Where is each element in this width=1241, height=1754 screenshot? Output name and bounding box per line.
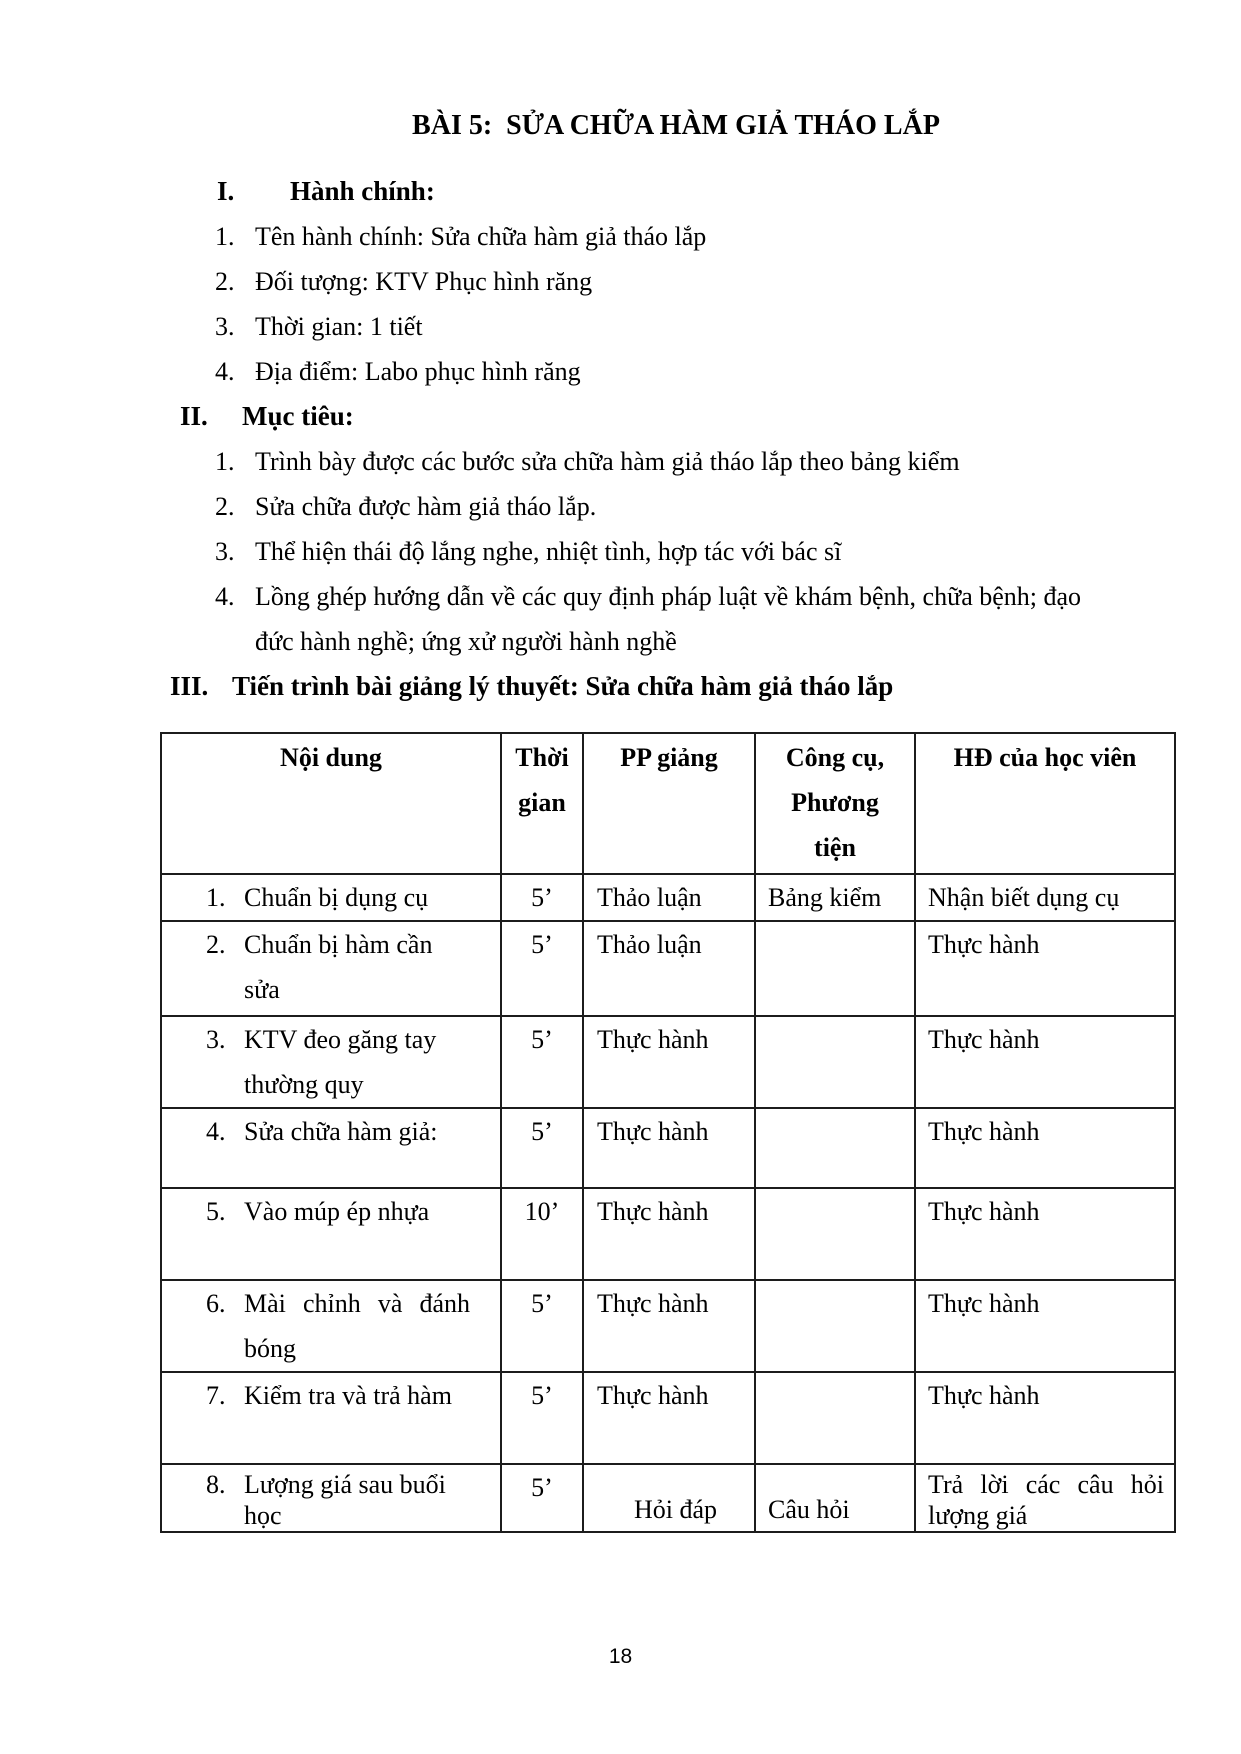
item-text: Trình bày được các bước sửa chữa hàm giả tháo lắp theo bảng kiểm (255, 447, 960, 476)
section-1-heading (160, 169, 1192, 214)
list-item (160, 484, 1192, 529)
cell-content-text: Chuẩn bị hàm cần sửa (244, 930, 433, 1004)
cell-content (161, 1280, 501, 1372)
cell-content (161, 1016, 501, 1108)
list-item (160, 304, 1192, 349)
item-text: Thể hiện thái độ lắng nghe, nhiệt tình, hợp tác với bác sĩ (255, 537, 842, 566)
cell-content-text: Lượng giá sau buổi học (244, 1470, 446, 1530)
table-row (161, 1280, 1175, 1372)
table-row (161, 921, 1175, 1016)
section-2-heading-text: Mục tiêu: (242, 401, 354, 431)
item-text: Tên hành chính: Sửa chữa hàm giả tháo lắp (255, 222, 707, 251)
cell-content-text: Sửa chữa hàm giả: (244, 1117, 438, 1146)
item-text: Đối tượng: KTV Phục hình răng (255, 267, 593, 296)
cell-activity: Thực hành (915, 1372, 1175, 1464)
cell-time: 5’ (501, 874, 583, 921)
item-number: 3. (215, 537, 235, 566)
section-3-heading-text: Tiến trình bài giảng lý thuyết: Sửa chữa hàm giả tháo lắp (232, 671, 894, 701)
item-number: 3. (215, 312, 235, 341)
row-number: 5. (206, 1197, 226, 1226)
item-number: 4. (215, 582, 235, 611)
item-number: 2. (215, 492, 235, 521)
cell-time: 5’ (501, 1280, 583, 1372)
cell-content (161, 1464, 501, 1532)
table-header-row (161, 733, 1175, 874)
cell-content-text: Mài chỉnh và đánh bóng (244, 1289, 470, 1363)
cell-content-text: Kiểm tra và trả hàm (244, 1381, 452, 1410)
page-title: BÀI 5: SỬA CHỮA HÀM GIẢ THÁO LẮP (412, 110, 940, 141)
list-item (160, 439, 1192, 484)
item-number: 1. (215, 222, 235, 251)
row-number: 7. (206, 1381, 226, 1410)
table-row (161, 874, 1175, 921)
item-text: Địa điểm: Labo phục hình răng (255, 357, 581, 386)
cell-time: 10’ (501, 1188, 583, 1280)
cell-content (161, 921, 501, 1016)
section-2-label: II. (180, 401, 208, 431)
cell-content (161, 1188, 501, 1280)
list-item (160, 259, 1192, 304)
list-item (160, 574, 1192, 664)
row-number: 3. (206, 1025, 226, 1054)
cell-tools (755, 921, 915, 1016)
item-text: Thời gian: 1 tiết (255, 312, 423, 341)
page-number: 18 (608, 1645, 633, 1668)
section-1-heading-text: Hành chính: (290, 176, 435, 206)
cell-method: Thực hành (583, 1016, 755, 1108)
cell-content (161, 1372, 501, 1464)
cell-method: Thảo luận (583, 874, 755, 921)
section-3-heading (160, 664, 1192, 709)
table-row (161, 1188, 1175, 1280)
col-header-time: Thời gian (501, 733, 583, 874)
col-header-activity: HĐ của học viên (915, 733, 1175, 874)
item-number: 2. (215, 267, 235, 296)
cell-activity: Thực hành (915, 1280, 1175, 1372)
item-number: 1. (215, 447, 235, 476)
item-number: 4. (215, 357, 235, 386)
cell-tools (755, 1016, 915, 1108)
lesson-schedule-table (160, 732, 1176, 1533)
table-row (161, 1016, 1175, 1108)
cell-content (161, 874, 501, 921)
cell-activity: Thực hành (915, 1016, 1175, 1108)
row-number: 1. (206, 883, 226, 912)
table-row (161, 1108, 1175, 1188)
cell-time: 5’ (501, 1464, 583, 1532)
section-2-heading (160, 394, 1192, 439)
table-row (161, 1372, 1175, 1464)
section-3-label: III. (170, 671, 209, 701)
cell-time: 5’ (501, 1372, 583, 1464)
cell-method: Hỏi đáp (583, 1464, 755, 1532)
cell-time: 5’ (501, 1016, 583, 1108)
cell-activity: Nhận biết dụng cụ (915, 874, 1175, 921)
cell-method: Thực hành (583, 1108, 755, 1188)
col-header-method: PP giảng (583, 733, 755, 874)
cell-method: Thực hành (583, 1280, 755, 1372)
cell-method: Thảo luận (583, 921, 755, 1016)
cell-activity: Thực hành (915, 921, 1175, 1016)
cell-method: Thực hành (583, 1372, 755, 1464)
cell-content-text: Vào múp ép nhựa (244, 1197, 430, 1226)
col-header-tools: Công cụ, Phương tiện (755, 733, 915, 874)
cell-content (161, 1108, 501, 1188)
item-text: Lồng ghép hướng dẫn về các quy định pháp luật về khám bệnh, chữa bệnh; đạo đức hành nghề; ứng xử người hành nghề (255, 582, 1082, 656)
list-item (160, 349, 1192, 394)
cell-time: 5’ (501, 921, 583, 1016)
cell-tools (755, 1188, 915, 1280)
row-number: 8. (206, 1470, 226, 1499)
row-number: 2. (206, 930, 226, 959)
row-number: 6. (206, 1289, 226, 1318)
cell-tools (755, 1372, 915, 1464)
col-header-content: Nội dung (161, 733, 501, 874)
cell-method: Thực hành (583, 1188, 755, 1280)
section-1-label: I. (217, 176, 235, 206)
row-number: 4. (206, 1117, 226, 1146)
cell-content-text: Chuẩn bị dụng cụ (244, 883, 429, 912)
item-text: Sửa chữa được hàm giả tháo lắp. (255, 492, 597, 521)
cell-tools: Bảng kiểm (755, 874, 915, 921)
document-body (160, 103, 1192, 1533)
cell-activity: Trả lời các câu hỏi lượng giá (915, 1464, 1175, 1532)
list-item (160, 529, 1192, 574)
cell-content-text: KTV đeo găng tay thường quy (244, 1025, 437, 1099)
cell-tools (755, 1108, 915, 1188)
cell-activity: Thực hành (915, 1108, 1175, 1188)
cell-activity: Thực hành (915, 1188, 1175, 1280)
cell-tools: Câu hỏi (755, 1464, 915, 1532)
cell-tools (755, 1280, 915, 1372)
table-row (161, 1464, 1175, 1532)
cell-time: 5’ (501, 1108, 583, 1188)
list-item (160, 214, 1192, 259)
